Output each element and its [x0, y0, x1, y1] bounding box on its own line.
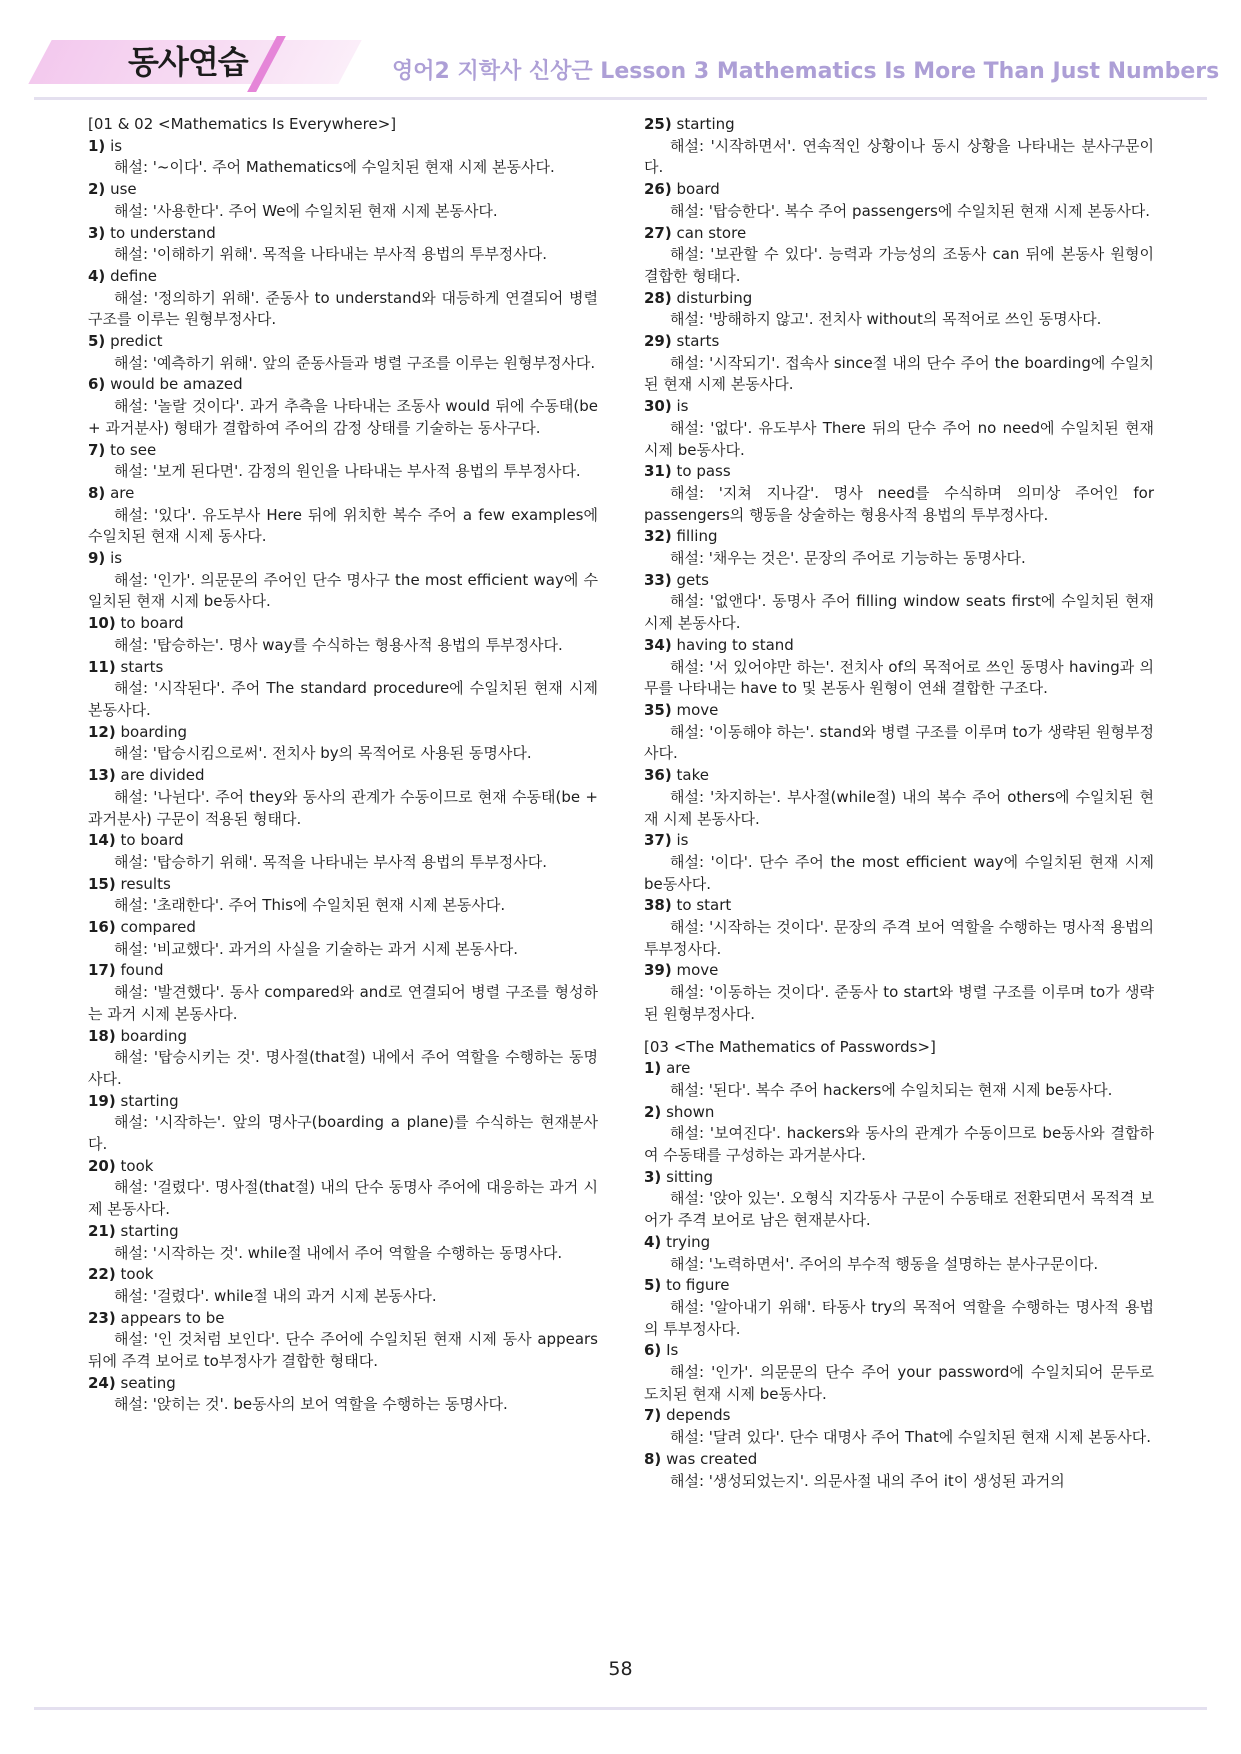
- answer-item: [644, 1232, 1154, 1275]
- answer-item: [88, 266, 598, 331]
- answer-line: [644, 635, 1154, 657]
- item-explanation: 해설: '~이다'. 주어 Mathematics에 수일치된 현재 시제 본동사다.: [114, 158, 555, 177]
- answer-item: [88, 722, 598, 765]
- answer-line: [88, 1156, 598, 1178]
- right-column: [644, 114, 1154, 1492]
- answer-item: [644, 895, 1154, 960]
- item-explanation: 해설: '시작하면서'. 연속적인 상황이나 동시 상황을 나타내는 분사구문이다.: [644, 136, 1154, 177]
- item-number: 25): [644, 115, 672, 133]
- answer-item: [644, 700, 1154, 765]
- item-number: 32): [644, 527, 672, 546]
- item-explanation: 해설: '탑승한다'. 복수 주어 passengers에 수일치된 현재 시제 본동사다.: [670, 201, 1151, 220]
- item-answer: board: [676, 180, 720, 199]
- item-explanation: 해설: '보관할 수 있다'. 능력과 가능성의 조동사 can 뒤에 본동사 원형이 결합한 형태다.: [644, 245, 1154, 285]
- item-answer: sitting: [666, 1167, 714, 1186]
- item-explanation: 해설: '인가'. 의문문의 단수 주어 your password에 수일치되어 문두로 도치된 현재 시제 be동사다.: [644, 1363, 1154, 1403]
- item-number: 22): [88, 1265, 116, 1284]
- answer-item: [644, 960, 1154, 1025]
- answer-item: [644, 1449, 1154, 1492]
- item-answer: define: [110, 266, 158, 285]
- item-explanation: 해설: '놀랄 것이다'. 과거 추측을 나타내는 조동사 would 뒤에 수동태(be + 과거분사) 형태가 결합하여 주어의 감정 상태를 기술하는 동사구다.: [88, 397, 598, 437]
- item-answer: is: [676, 831, 689, 850]
- item-answer: disturbing: [676, 288, 753, 307]
- answer-line: [88, 830, 598, 852]
- item-answer: starting: [120, 1221, 179, 1240]
- item-explanation: 해설: '예측하기 위해'. 앞의 준동사들과 병렬 구조를 이루는 원형부정사다.: [114, 353, 596, 372]
- item-answer: move: [676, 961, 719, 980]
- item-answer: found: [120, 961, 164, 980]
- item-answer: seating: [120, 1373, 176, 1392]
- section-heading: [01 & 02 <Mathematics Is Everywhere>]: [88, 115, 397, 133]
- answer-line: [644, 114, 1154, 136]
- answer-line: [644, 765, 1154, 787]
- item-explanation: 해설: '탑승시킴으로써'. 전치사 by의 목적어로 사용된 동명사다.: [114, 744, 532, 763]
- answer-line: [644, 1340, 1154, 1362]
- answer-line: [644, 179, 1154, 201]
- footer-divider: [34, 1707, 1207, 1710]
- answer-line: [88, 613, 598, 635]
- item-number: 4): [88, 266, 106, 285]
- item-explanation: 해설: '시작하는 것'. while절 내에서 주어 역할을 수행하는 동명사다.: [114, 1243, 563, 1262]
- item-explanation: 해설: '지쳐 지나갈'. 명사 need를 수식하며 의미상 주어인 for passengers의 행동을 상술하는 형용사적 용법의 투부정사다.: [644, 483, 1154, 524]
- answer-line: [644, 1405, 1154, 1427]
- item-answer: to start: [676, 896, 732, 915]
- item-number: 24): [88, 1373, 116, 1392]
- item-number: 21): [88, 1221, 116, 1240]
- item-explanation: 해설: '있다'. 유도부사 Here 뒤에 위치한 복수 주어 a few examples에 수일치된 현재 시제 동사다.: [88, 505, 598, 546]
- answer-line: [88, 874, 598, 896]
- answer-line: [644, 223, 1154, 245]
- answer-line: [88, 179, 598, 201]
- answer-item: [88, 1308, 598, 1373]
- answer-item: [88, 1373, 598, 1416]
- item-number: 30): [644, 397, 672, 416]
- answer-item: [88, 1264, 598, 1307]
- item-answer: starts: [120, 657, 164, 676]
- item-number: 5): [88, 332, 106, 351]
- answer-item: [88, 136, 598, 179]
- item-number: 3): [88, 223, 106, 242]
- item-number: 7): [88, 440, 106, 459]
- left-column: [88, 114, 598, 1416]
- item-number: 16): [88, 918, 116, 937]
- item-answer: is: [110, 549, 123, 568]
- item-explanation: 해설: '시작하는 것이다'. 문장의 주격 보어 역할을 수행하는 명사적 용법의 투부정사다.: [644, 918, 1154, 958]
- item-number: 1): [644, 1059, 662, 1078]
- item-answer: move: [676, 700, 719, 719]
- answer-line: [88, 223, 598, 245]
- item-number: 6): [644, 1341, 662, 1360]
- item-explanation: 해설: '비교했다'. 과거의 사실을 기술하는 과거 시제 본동사다.: [114, 939, 518, 958]
- item-number: 8): [88, 483, 106, 502]
- item-number: 38): [644, 896, 672, 915]
- item-answer: is: [676, 397, 689, 416]
- item-explanation: 해설: '이다'. 단수 주어 the most efficient way에 수일치된 현재 시제 be동사다.: [644, 852, 1154, 893]
- answer-line: [88, 1264, 598, 1286]
- item-explanation: 해설: '인 것처럼 보인다'. 단수 주어에 수일치된 현재 시제 동사 appears 뒤에 주격 보어로 to부정사가 결합한 형태다.: [88, 1330, 598, 1371]
- item-explanation: 해설: '나뉜다'. 주어 they와 동사의 관계가 수동이므로 현재 수동태(be + 과거분사) 구문이 적용된 형태다.: [88, 787, 598, 828]
- item-explanation: 해설: '시작되기'. 접속사 since절 내의 단수 주어 the boarding에 수일치된 현재 시제 본동사다.: [644, 353, 1154, 394]
- item-number: 11): [88, 657, 116, 676]
- item-answer: results: [120, 874, 171, 893]
- item-number: 17): [88, 961, 116, 980]
- answer-item: [644, 223, 1154, 288]
- answer-line: [88, 1221, 598, 1243]
- item-explanation: 해설: '보여진다'. hackers와 동사의 관계가 수동이므로 be동사와 결합하여 수동태를 구성하는 과거분사다.: [644, 1124, 1154, 1165]
- answer-line: [88, 331, 598, 353]
- page-header: [0, 0, 1241, 100]
- item-answer: starting: [676, 115, 735, 133]
- answer-line: [644, 1275, 1154, 1297]
- answer-line: [88, 136, 598, 158]
- answer-line: [88, 266, 598, 288]
- item-number: 6): [88, 375, 106, 394]
- item-number: 18): [88, 1026, 116, 1045]
- section-heading: [03 <The Mathematics of Passwords>]: [644, 1037, 936, 1056]
- item-number: 29): [644, 332, 672, 351]
- item-explanation: 해설: '탑승하기 위해'. 목적을 나타내는 부사적 용법의 투부정사다.: [114, 852, 547, 871]
- item-number: 31): [644, 462, 672, 481]
- item-answer: to understand: [110, 223, 216, 242]
- item-answer: to board: [120, 831, 184, 850]
- answer-item: [88, 374, 598, 439]
- item-number: 4): [644, 1232, 662, 1251]
- item-explanation: 해설: '보게 된다면'. 감정의 원인을 나타내는 부사적 용법의 투부정사다.: [114, 462, 581, 481]
- answer-item: [88, 1156, 598, 1221]
- answer-line: [88, 548, 598, 570]
- answer-item: [644, 765, 1154, 830]
- item-explanation: 해설: '시작하는'. 앞의 명사구(boarding a plane)를 수식하는 현재분사다.: [88, 1113, 598, 1154]
- answer-item: [88, 223, 598, 266]
- answer-line: [644, 960, 1154, 982]
- item-explanation: 해설: '앉히는 것'. be동사의 보어 역할을 수행하는 동명사다.: [114, 1395, 508, 1414]
- item-answer: predict: [110, 332, 163, 351]
- item-answer: filling: [676, 527, 718, 546]
- item-answer: are: [110, 483, 135, 502]
- answer-line: [88, 1308, 598, 1330]
- item-explanation: 해설: '인가'. 의문문의 주어인 단수 명사구 the most efficient way에 수일치된 현재 시제 be동사다.: [88, 570, 598, 611]
- answer-item: [88, 874, 598, 917]
- item-answer: shown: [666, 1102, 715, 1121]
- item-number: 13): [88, 766, 116, 785]
- answer-item: [88, 830, 598, 873]
- item-answer: can store: [676, 223, 747, 242]
- item-explanation: 해설: '걸렸다'. while절 내의 과거 시제 본동사다.: [114, 1286, 437, 1305]
- answer-item: [88, 1221, 598, 1264]
- item-explanation: 해설: '탑승시키는 것'. 명사절(that절) 내에서 주어 역할을 수행하는 동명사다.: [88, 1048, 598, 1088]
- answer-line: [88, 483, 598, 505]
- item-answer: took: [120, 1265, 154, 1284]
- item-number: 26): [644, 180, 672, 199]
- answer-line: [644, 526, 1154, 548]
- item-number: 10): [88, 614, 116, 633]
- answer-item: [644, 1405, 1154, 1448]
- item-explanation: 해설: '서 있어야만 하는'. 전치사 of의 목적어로 쓰인 동명사 having과 의무를 나타내는 have to 및 본동사 원형이 연쇄 결합한 구조다.: [644, 657, 1154, 698]
- answer-line: [644, 396, 1154, 418]
- item-explanation: 해설: '알아내기 위해'. 타동사 try의 목적어 역할을 수행하는 명사적 용법의 투부정사다.: [644, 1297, 1154, 1338]
- answer-line: [644, 1058, 1154, 1080]
- answer-item: [644, 1340, 1154, 1405]
- answer-item: [644, 114, 1154, 179]
- item-explanation: 해설: '이해하기 위해'. 목적을 나타내는 부사적 용법의 투부정사다.: [114, 245, 547, 264]
- item-explanation: 해설: '없앤다'. 동명사 주어 filling window seats first에 수일치된 현재 시제 본동사다.: [644, 592, 1154, 633]
- page-number: 58: [608, 1658, 633, 1680]
- item-number: 8): [644, 1449, 662, 1468]
- answer-item: [88, 613, 598, 656]
- item-answer: was created: [666, 1449, 758, 1468]
- answer-item: [644, 1275, 1154, 1340]
- item-answer: boarding: [120, 1026, 188, 1045]
- item-explanation: 해설: '시작된다'. 주어 The standard procedure에 수일치된 현재 시제 본동사다.: [88, 679, 598, 719]
- item-explanation: 해설: '노력하면서'. 주어의 부수적 행동을 설명하는 분사구문이다.: [670, 1254, 1099, 1273]
- answer-line: [88, 960, 598, 982]
- item-answer: depends: [666, 1406, 731, 1425]
- answer-line: [644, 1167, 1154, 1189]
- item-explanation: 해설: '사용한다'. 주어 We에 수일치된 현재 시제 본동사다.: [114, 201, 498, 220]
- item-explanation: 해설: '정의하기 위해'. 준동사 to understand와 대등하게 연결되어 병렬 구조를 이루는 원형부정사다.: [88, 288, 598, 329]
- item-answer: are: [666, 1059, 691, 1078]
- answer-item: [88, 1091, 598, 1156]
- answer-line: [644, 1232, 1154, 1254]
- answer-line: [644, 331, 1154, 353]
- answer-item: [88, 179, 598, 222]
- item-number: 2): [644, 1102, 662, 1121]
- item-explanation: 해설: '걸렸다'. 명사절(that절) 내의 단수 동명사 주어에 대응하는 과거 시제 본동사다.: [88, 1178, 598, 1219]
- item-answer: took: [120, 1156, 154, 1175]
- header-divider: [34, 97, 1207, 100]
- answer-item: [644, 396, 1154, 461]
- answer-line: [644, 895, 1154, 917]
- answer-line: [88, 1373, 598, 1395]
- answer-line: [88, 1091, 598, 1113]
- item-answer: appears to be: [120, 1308, 225, 1327]
- item-explanation: 해설: '차지하는'. 부사절(while절) 내의 복수 주어 others에 수일치된 현재 시제 본동사다.: [644, 787, 1154, 828]
- answer-line: [88, 1026, 598, 1048]
- answer-item: [644, 461, 1154, 526]
- answer-item: [644, 1102, 1154, 1167]
- item-answer: starting: [120, 1091, 179, 1110]
- item-explanation: 해설: '달려 있다'. 단수 대명사 주어 That에 수일치된 현재 시제 본동사다.: [670, 1428, 1152, 1447]
- item-answer: is: [110, 136, 123, 155]
- answer-item: [88, 765, 598, 830]
- item-answer: Is: [666, 1341, 679, 1360]
- answer-line: [644, 461, 1154, 483]
- item-answer: trying: [666, 1232, 711, 1251]
- item-answer: compared: [120, 918, 196, 937]
- answer-item: [88, 483, 598, 548]
- item-explanation: 해설: '이동하는 것이다'. 준동사 to start와 병렬 구조를 이루며 to가 생략된 원형부정사다.: [644, 983, 1154, 1023]
- answer-item: [644, 570, 1154, 635]
- item-explanation: 해설: '생성되었는지'. 의문사절 내의 주어 it이 생성된 과거의: [670, 1471, 1065, 1490]
- item-answer: use: [110, 180, 137, 199]
- answer-line: [644, 830, 1154, 852]
- item-number: 23): [88, 1308, 116, 1327]
- answer-line: [644, 700, 1154, 722]
- item-explanation: 해설: '발견했다'. 동사 compared와 and로 연결되어 병렬 구조를 형성하는 과거 시제 본동사다.: [88, 983, 598, 1023]
- answer-line: [88, 765, 598, 787]
- item-number: 33): [644, 570, 672, 589]
- item-answer: to board: [120, 614, 184, 633]
- item-explanation: 해설: '이동해야 하는'. stand와 병렬 구조를 이루며 to가 생략된 원형부정사다.: [644, 722, 1154, 763]
- item-answer: would be amazed: [110, 375, 243, 394]
- answer-line: [88, 440, 598, 462]
- answer-item: [88, 917, 598, 960]
- item-number: 36): [644, 766, 672, 785]
- item-number: 12): [88, 722, 116, 741]
- item-number: 15): [88, 874, 116, 893]
- item-answer: starts: [676, 332, 720, 351]
- answer-item: [644, 1167, 1154, 1232]
- item-explanation: 해설: '초래한다'. 주어 This에 수일치된 현재 시제 본동사다.: [114, 896, 506, 915]
- item-number: 39): [644, 961, 672, 980]
- answer-item: [88, 1026, 598, 1091]
- item-explanation: 해설: '채우는 것은'. 문장의 주어로 기능하는 동명사다.: [670, 549, 1026, 568]
- answer-item: [88, 548, 598, 613]
- item-explanation: 해설: '탑승하는'. 명사 way를 수식하는 형용사적 용법의 투부정사다.: [114, 635, 563, 654]
- answer-item: [644, 1058, 1154, 1101]
- header-badge-label: 동사연습: [128, 43, 248, 81]
- answer-item: [644, 179, 1154, 222]
- answer-line: [88, 722, 598, 744]
- item-explanation: 해설: '방해하지 않고'. 전치사 without의 목적어로 쓰인 동명사다.: [670, 310, 1102, 329]
- item-answer: take: [676, 766, 709, 785]
- item-answer: gets: [676, 570, 709, 589]
- item-number: 9): [88, 549, 106, 568]
- answer-item: [88, 657, 598, 722]
- item-number: 37): [644, 831, 672, 850]
- answer-item: [644, 526, 1154, 569]
- item-answer: to figure: [666, 1276, 730, 1295]
- item-answer: to pass: [676, 462, 731, 481]
- item-answer: boarding: [120, 722, 188, 741]
- item-answer: having to stand: [676, 635, 794, 654]
- answer-item: [88, 440, 598, 483]
- item-number: 2): [88, 180, 106, 199]
- answer-line: [88, 657, 598, 679]
- answer-line: [88, 374, 598, 396]
- item-explanation: 해설: '없다'. 유도부사 There 뒤의 단수 주어 no need에 수일치된 현재 시제 be동사다.: [644, 418, 1154, 459]
- item-number: 27): [644, 223, 672, 242]
- item-number: 3): [644, 1167, 662, 1186]
- item-number: 14): [88, 831, 116, 850]
- item-explanation: 해설: '앉아 있는'. 오형식 지각동사 구문이 수동태로 전환되면서 목적격 보어가 주격 보어로 남은 현재분사다.: [644, 1189, 1154, 1230]
- item-number: 28): [644, 288, 672, 307]
- header-title: 영어2 지학사 신상근 Lesson 3 Mathematics Is More Than Just Numbers: [392, 59, 1220, 84]
- item-number: 1): [88, 136, 106, 155]
- answer-item: [644, 635, 1154, 700]
- answer-line: [644, 1102, 1154, 1124]
- answer-line: [644, 288, 1154, 310]
- item-number: 7): [644, 1406, 662, 1425]
- answer-item: [88, 331, 598, 374]
- item-explanation: 해설: '된다'. 복수 주어 hackers에 수일치되는 현재 시제 be동사다.: [670, 1080, 1113, 1099]
- item-number: 5): [644, 1276, 662, 1295]
- item-number: 20): [88, 1156, 116, 1175]
- answer-line: [644, 1449, 1154, 1471]
- item-number: 35): [644, 700, 672, 719]
- answer-item: [644, 331, 1154, 396]
- item-answer: are divided: [120, 766, 205, 785]
- answer-item: [644, 288, 1154, 331]
- answer-item: [644, 830, 1154, 895]
- item-answer: to see: [110, 440, 157, 459]
- answer-item: [88, 960, 598, 1025]
- answer-line: [644, 570, 1154, 592]
- answer-line: [88, 917, 598, 939]
- item-number: 34): [644, 635, 672, 654]
- item-number: 19): [88, 1091, 116, 1110]
